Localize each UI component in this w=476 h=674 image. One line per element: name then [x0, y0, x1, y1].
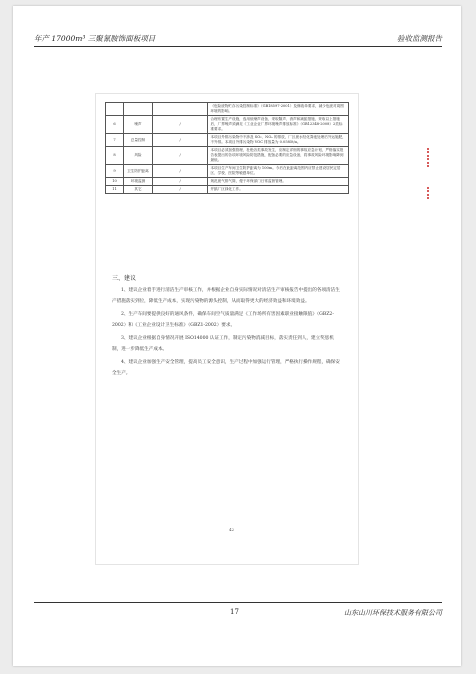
table-row: [106, 103, 349, 116]
margin-stamp-marks: [425, 148, 433, 201]
page-header: [34, 32, 442, 47]
row-status: /: [152, 165, 208, 178]
row-item: [124, 103, 153, 116]
row-item: 环境监测: [124, 178, 153, 186]
row-number: 7: [106, 134, 124, 147]
table-row: [106, 147, 349, 165]
row-item: 其它: [124, 186, 153, 194]
table-row: [106, 178, 349, 186]
row-requirement: 规范废气排气筒，便于环保部门日常监督管理。: [208, 178, 349, 186]
section-heading: 三、建议: [112, 275, 137, 282]
row-item: 卫生防护距离: [124, 165, 153, 178]
row-status: /: [152, 186, 208, 194]
row-status: /: [152, 116, 208, 134]
recommendation-paragraph: 3、建议企业根据自身情况开展 ISO14000 认证工作，制定污染物消减目标，落实责任到人，建立奖惩机制，进一步降低生产成本。: [112, 336, 334, 352]
header-project-title: 年产 17000m³ 三聚氰胺饰面板项目: [34, 34, 156, 43]
row-number: [106, 103, 124, 116]
row-requirement: 并搞厂区绿化工作。: [208, 186, 349, 194]
page-footer: [34, 602, 442, 617]
row-status: /: [152, 147, 208, 165]
row-number: 6: [106, 116, 124, 134]
row-item: 噪声: [124, 116, 153, 134]
table-row: [106, 116, 349, 134]
row-requirement: 本项目生产车间卫生防护距离为 100m。今后在此距离范围内应禁止建设居民定居区、学校、医院等敏感单位。: [208, 165, 349, 178]
row-number: 9: [106, 165, 124, 178]
row-item: 总量控制: [124, 134, 153, 147]
row-requirement: 合理布置生产设施，选用低噪声设备，采取隔声、消声和减振措施，采取以上措施后，厂界噪声须满足《工业企业厂界环境噪声排放标准》（GB12348-2008）2类标准要求。: [208, 116, 349, 134]
row-number: 11: [106, 186, 124, 194]
row-number: 10: [106, 178, 124, 186]
footer-company-name: 山东山川环保技术服务有限公司: [344, 609, 442, 617]
row-requirement: 本项目必须加强管理，杜绝各类事故发生，应制定详细的事故应急计划，严格落实报告表提出的各项环境风险防范措施，配备必要的应急设备，将事故风险环境影响降到最低。: [208, 147, 349, 165]
embedded-page-number: 42: [229, 527, 235, 532]
footer-page-number: 17: [230, 608, 239, 616]
row-number: 8: [106, 147, 124, 165]
recommendation-paragraph: 4、建议企业加强生产安全管理，提高员工安全意识，生产过程中加强运行管理，严格执行操作规程，确保安全生产。: [112, 360, 340, 376]
row-status: /: [152, 134, 208, 147]
recommendation-paragraph: 2、生产车间要提供良好的通风条件，确保车间空气质量满足《工作场所有害因素职业接触限值》（GBZ2-2002）和《工业企业设计卫生标准》（GBZ1-2002）要求。: [112, 312, 334, 328]
recommendation-paragraph: 1、建议企业着手进行清洁生产审核工作，并根据企业自身实际情况对清洁生产审核报告中提出的各项清洁生产措施落实到位，降低生产成本，实现污染物的源头控制，从而取得更大的经济效益和环境效益。: [112, 288, 340, 304]
row-status: [152, 103, 208, 116]
recommendations-body: [112, 286, 342, 382]
header-report-type: 验收监测报告: [397, 34, 442, 43]
row-item: 风险: [124, 147, 153, 165]
row-requirement: 《危险废物贮存污染控制标准》（GB18597-2001）及修改单要求，减少危废对周围环境的影响。: [208, 103, 349, 116]
table-row: [106, 134, 349, 147]
table-row: [106, 186, 349, 194]
row-requirement: 本项目外排污染物中不涉及 SO₂、NOₓ 的排放，厂区废水经化粪池处理后外运施肥，不外排。本项目外排污染物 VOC 排放量为 0.0585t/a。: [208, 134, 349, 147]
row-status: /: [152, 178, 208, 186]
table-row: [106, 165, 349, 178]
measures-table: [105, 102, 349, 194]
